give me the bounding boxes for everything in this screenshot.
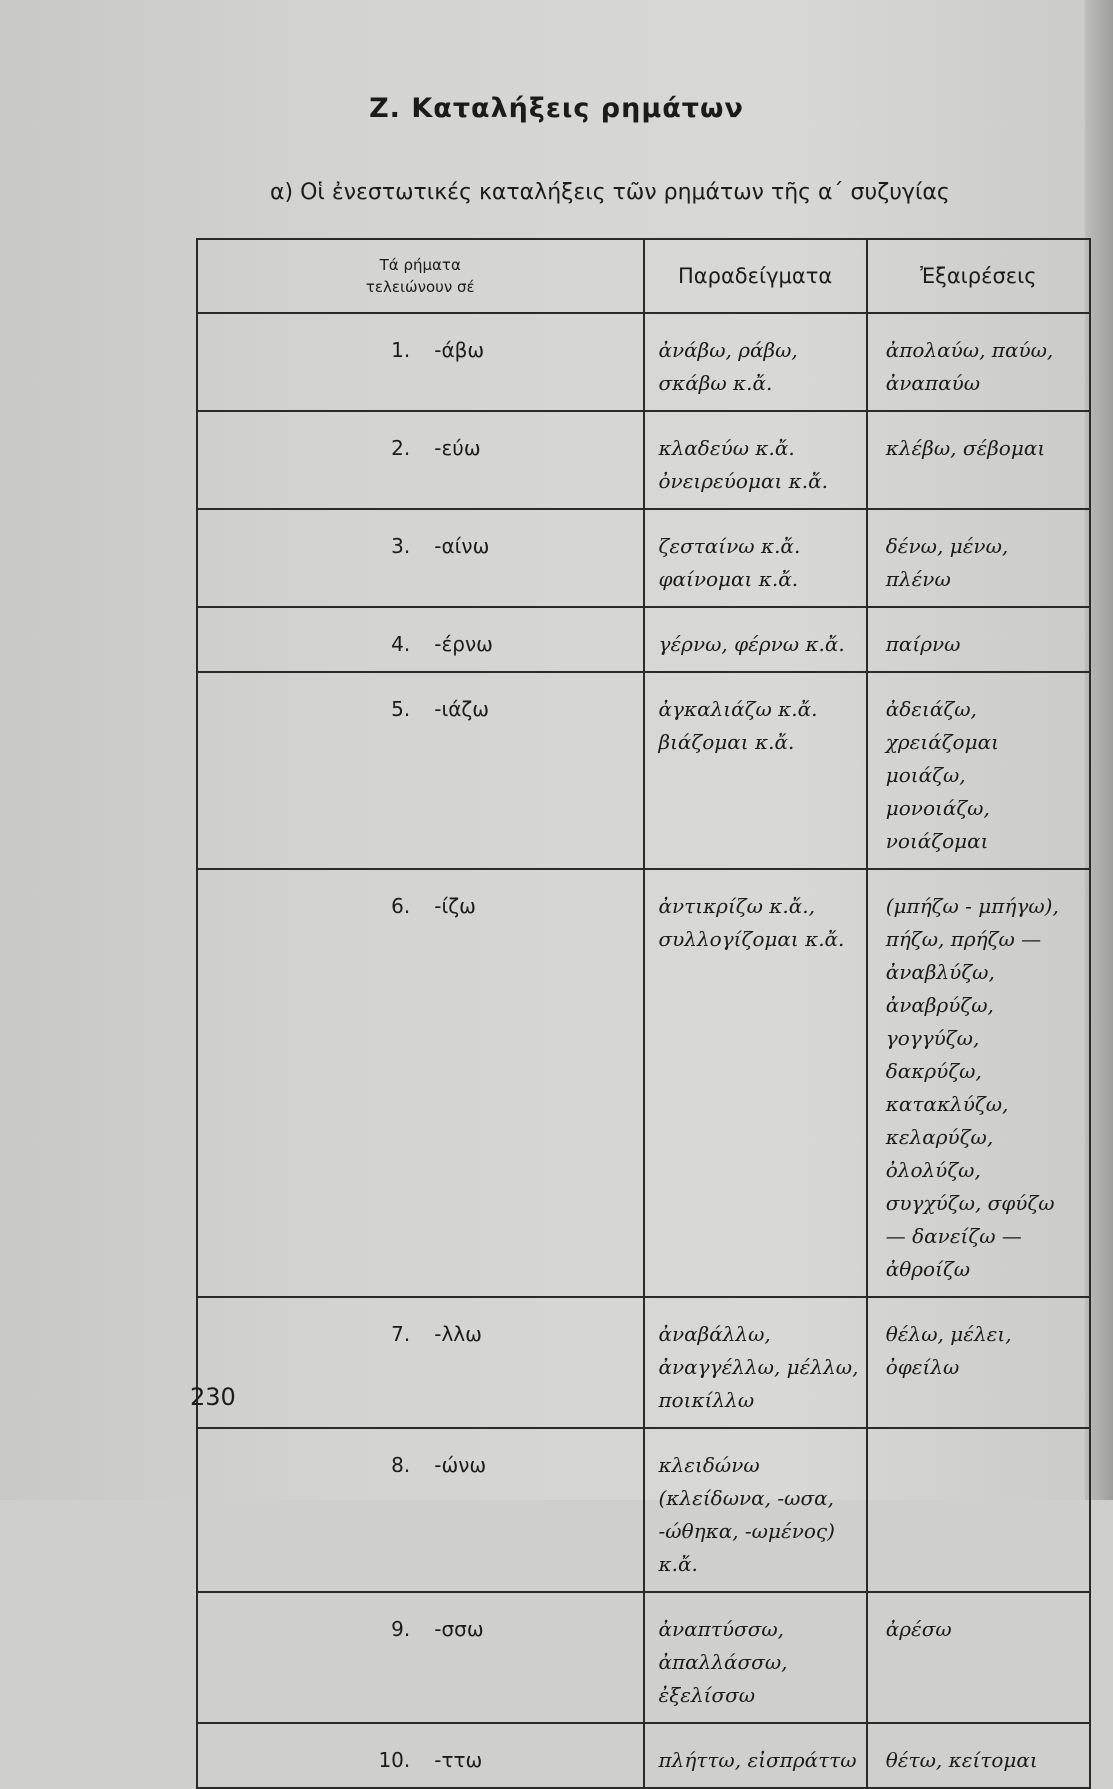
header-endings xyxy=(197,239,644,313)
row-number: 9. xyxy=(197,1592,420,1723)
header-endings-line2: τελειώνουν σέ xyxy=(365,278,475,296)
table-row xyxy=(197,672,1090,869)
table-row xyxy=(197,869,1090,1297)
row-ending: -ττω xyxy=(420,1723,643,1788)
row-exceptions: κλέβω, σέβομαι xyxy=(867,411,1090,509)
header-exceptions: Ἐξαιρέσεις xyxy=(867,239,1090,313)
row-exceptions: (μπήζω - μπήγω), πήζω, πρήζω — ἀναβλύζω, ἀναβρύζω, γογγύζω, δακρύζω, κατακλύζω, κελαρύζω, ὀλολύζω, συγχύζω, σφύζω — δανείζω — ἀθροίζω xyxy=(867,869,1090,1297)
row-exceptions: ἀρέσω xyxy=(867,1592,1090,1723)
row-exceptions: δένω, μένω, πλένω xyxy=(867,509,1090,607)
section-title: Ζ. Καταλήξεις ρημάτων xyxy=(369,93,744,124)
row-number: 4. xyxy=(197,607,420,672)
row-exceptions: ἀπολαύω, παύω, ἀναπαύω xyxy=(867,313,1090,411)
table-header-row xyxy=(197,239,1090,313)
table-row xyxy=(197,1592,1090,1723)
table-row xyxy=(197,411,1090,509)
row-number: 7. xyxy=(197,1297,420,1428)
row-number: 1. xyxy=(197,313,420,411)
row-ending: -άβω xyxy=(420,313,643,411)
header-endings-line1: Τά ρήματα xyxy=(379,256,461,274)
row-examples: κλειδώνω (κλείδωνα, -ωσα, -ώθηκα, -ωμένος) κ.ἄ. xyxy=(644,1428,867,1592)
row-ending: -αίνω xyxy=(420,509,643,607)
row-examples: ἀνάβω, ράβω, σκάβω κ.ἄ. xyxy=(644,313,867,411)
row-ending: -λλω xyxy=(420,1297,643,1428)
row-ending: -ώνω xyxy=(420,1428,643,1592)
row-examples: κλαδεύω κ.ἄ. ὀνειρεύομαι κ.ἄ. xyxy=(644,411,867,509)
row-exceptions: παίρνω xyxy=(867,607,1090,672)
row-examples: ἀναπτύσσω, ἀπαλλάσσω, ἐξελίσσω xyxy=(644,1592,867,1723)
row-ending: -ιάζω xyxy=(420,672,643,869)
row-number: 3. xyxy=(197,509,420,607)
row-exceptions: θέτω, κείτομαι xyxy=(867,1723,1090,1788)
row-ending: -έρνω xyxy=(420,607,643,672)
table-row xyxy=(197,1297,1090,1428)
table-row xyxy=(197,313,1090,411)
row-examples: ἀντικρίζω κ.ἄ., συλλογίζομαι κ.ἄ. xyxy=(644,869,867,1297)
table-row xyxy=(197,509,1090,607)
table-row xyxy=(197,607,1090,672)
section-subtitle: α) Οἱ ἐνεστωτικές καταλήξεις τῶν ρημάτων τῆς α΄ συζυγίας xyxy=(270,180,950,205)
row-number: 10. xyxy=(197,1723,420,1788)
row-examples: ζεσταίνω κ.ἄ. φαίνομαι κ.ἄ. xyxy=(644,509,867,607)
row-exceptions xyxy=(867,1428,1090,1592)
row-examples: ἀναβάλλω, ἀναγγέλλω, μέλλω, ποικίλλω xyxy=(644,1297,867,1428)
row-number: 8. xyxy=(197,1428,420,1592)
header-examples: Παραδείγματα xyxy=(644,239,867,313)
row-examples: ἀγκαλιάζω κ.ἄ. βιάζομαι κ.ἄ. xyxy=(644,672,867,869)
page-number: 230 xyxy=(190,1383,236,1411)
row-ending: -ίζω xyxy=(420,869,643,1297)
row-exceptions: ἀδειάζω, χρειάζομαι μοιάζω, μονοιάζω, νοιάζομαι xyxy=(867,672,1090,869)
row-number: 6. xyxy=(197,869,420,1297)
table-row xyxy=(197,1723,1090,1788)
verb-endings-table xyxy=(196,238,1091,1789)
table-row xyxy=(197,1428,1090,1592)
row-examples: πλήττω, εἰσπράττω xyxy=(644,1723,867,1788)
row-number: 2. xyxy=(197,411,420,509)
row-number: 5. xyxy=(197,672,420,869)
row-exceptions: θέλω, μέλει, ὀφείλω xyxy=(867,1297,1090,1428)
row-ending: -σσω xyxy=(420,1592,643,1723)
row-examples: γέρνω, φέρνω κ.ἄ. xyxy=(644,607,867,672)
row-ending: -εύω xyxy=(420,411,643,509)
